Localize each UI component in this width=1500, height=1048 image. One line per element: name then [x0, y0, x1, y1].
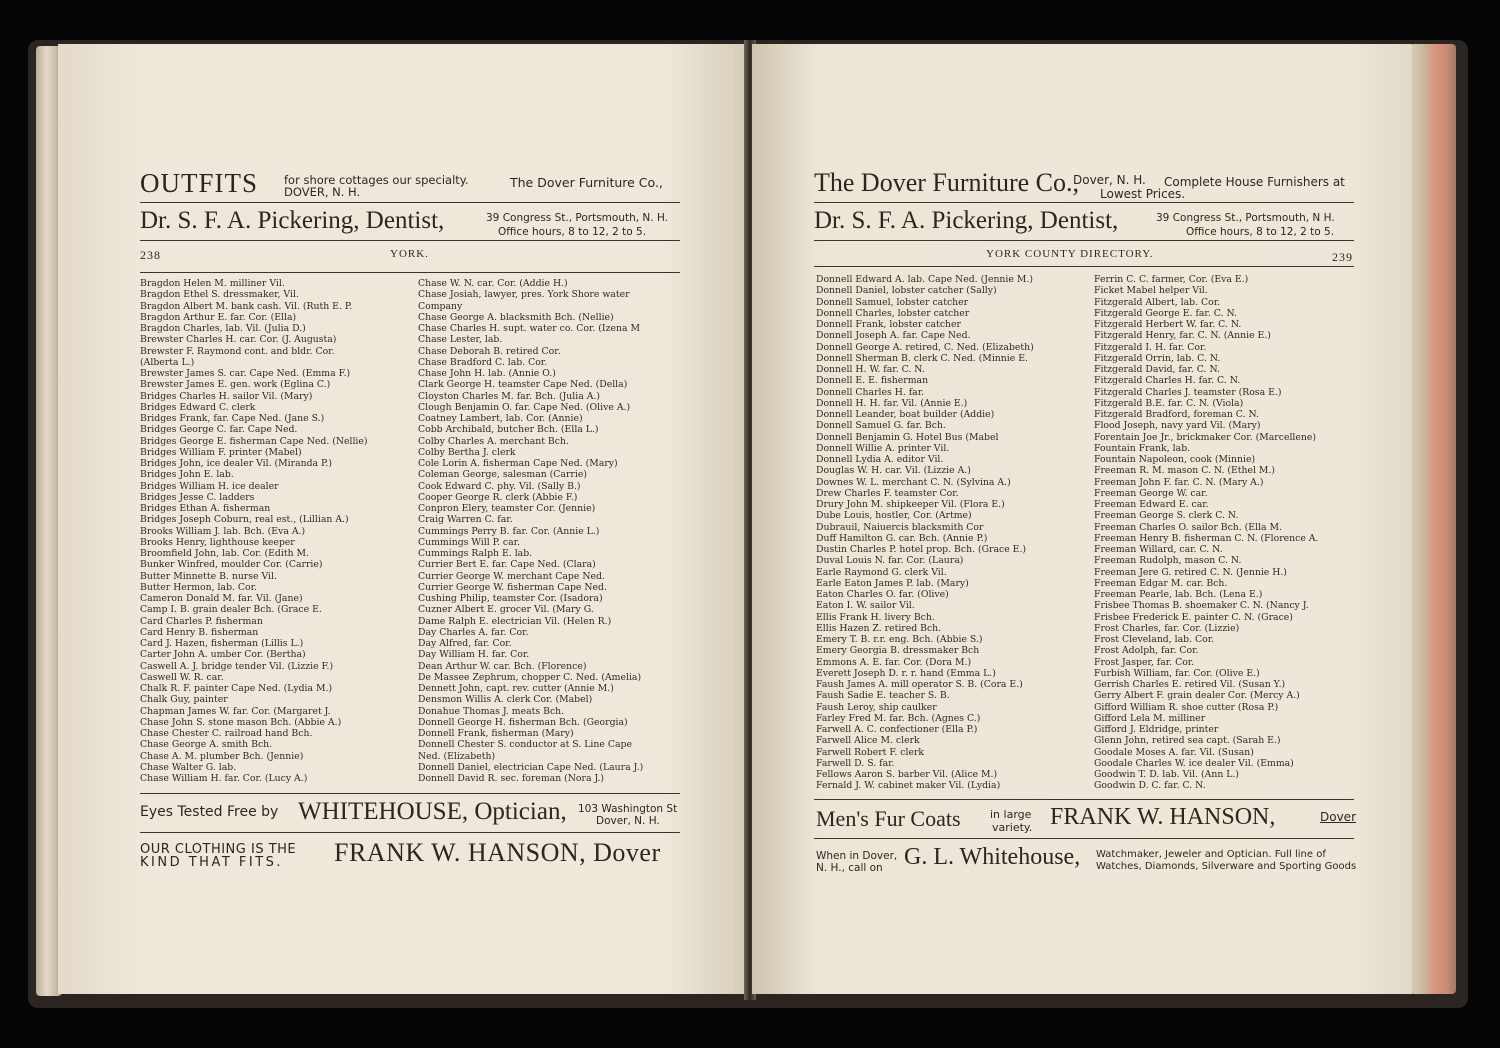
- directory-entry: Bragdon Albert M. bank cash. Vil. (Ruth E. P.: [140, 300, 353, 312]
- directory-entry: Coatney Lambert, lab. Cor. (Annie): [418, 413, 583, 424]
- directory-entry: Fountain Napoleon, cook (Minnie): [1094, 454, 1256, 465]
- directory-entry: Donahue Thomas J. meats Bch.: [418, 705, 565, 717]
- directory-entry: Donnell Daniel, lobster catcher (Sally): [816, 285, 997, 297]
- directory-entry: Broomfield John, lab. Cor. (Edith M.: [140, 548, 309, 559]
- directory-entry: Bunker Winfred, moulder Cor. (Carrie): [140, 559, 323, 571]
- directory-entry: Brewster F. Raymond cont. and bldr. Cor.: [140, 345, 335, 357]
- directory-entry: Chalk Guy, painter: [140, 694, 228, 706]
- directory-entry: Ellis Hazen Z. retired Bch.: [816, 622, 942, 634]
- right-page: [752, 44, 1412, 994]
- directory-entry: Ferrin C. C. farmer, Cor. (Eva E.): [1094, 274, 1249, 285]
- directory-entry: Dustin Charles P. hotel prop. Bch. (Grace E.): [816, 544, 1027, 555]
- directory-entry: Emery Georgia B. dressmaker Bch: [816, 645, 980, 657]
- directory-entry: Bragdon Arthur E. far. Cor. (Ella): [140, 311, 297, 323]
- directory-entry: Ned. (Elizabeth): [418, 750, 496, 762]
- directory-entry: Everett Joseph D. r. r. hand (Emma L.): [816, 667, 996, 679]
- directory-entry: Donnell Charles H. far.: [816, 386, 925, 398]
- directory-entry: Donnell Charles, lobster catcher: [816, 307, 970, 319]
- directory-entry: Company: [418, 300, 463, 312]
- directory-entry: Cooper George R. clerk (Abbie F.): [418, 491, 578, 503]
- directory-entry: Bridges Frank, far. Cape Ned. (Jane S.): [140, 413, 325, 424]
- rule-top-ad: [140, 202, 680, 203]
- directory-entry: Caswell W. R. car.: [140, 671, 224, 683]
- directory-entry: Farwell A. C. confectioner (Ella P.): [816, 724, 978, 735]
- directory-entry: Freeman Charles O. sailor Bch. (Ella M.: [1094, 521, 1283, 533]
- directory-entry: Gerry Albert F. grain dealer Cor. (Mercy A.): [1094, 690, 1300, 702]
- directory-entry: Freeman Jere G. retired C. N. (Jennie H.): [1094, 566, 1287, 578]
- directory-entry: Donnell Willie A. printer Vil.: [816, 442, 950, 454]
- directory-entry: Donnell Chester S. conductor at S. Line Cape: [418, 739, 632, 751]
- directory-entry: Dube Louis, hostler, Cor. (Artme): [816, 510, 972, 522]
- directory-entry: Densmon Willis A. clerk Cor. (Mabel): [418, 694, 593, 706]
- directory-entry: Fitzgerald Charles H. far. C. N.: [1094, 375, 1241, 387]
- directory-entry: Chase William H. far. Cor. (Lucy A.): [140, 773, 308, 784]
- jeweler-text-2: Watches, Diamonds, Silverware and Sporting Goods: [1096, 861, 1357, 872]
- outfits-specialty: for shore cottages our specialty.: [284, 173, 469, 187]
- directory-entry: Goodwin D. C. far. C. N.: [1094, 780, 1206, 792]
- directory-entry: Currier Bert E. far. Cape Ned. (Clara): [418, 559, 596, 571]
- directory-entry: Donnell Benjamin G. Hotel Bus (Mabel: [816, 431, 999, 443]
- directory-entry: Fitzgerald I. H. far. Cor.: [1094, 341, 1207, 353]
- directory-entry: Brooks William J. lab. Bch. (Eva A.): [140, 525, 306, 537]
- directory-entry: Farley Fred M. far. Bch. (Agnes C.): [816, 712, 981, 724]
- directory-entry: Chapman James W. far. Cor. (Margaret J.: [140, 705, 331, 717]
- directory-entry: Card Charles P. fisherman: [140, 615, 263, 627]
- directory-entry: Freeman Pearle, lab. Bch. (Lena E.): [1094, 589, 1263, 600]
- directory-entry: Donnell Lydia A. editor Vil.: [816, 454, 944, 465]
- directory-entry: Ellis Frank H. livery Bch.: [816, 611, 935, 623]
- directory-entry: Emmons A. E. far. Cor. (Dora M.): [816, 656, 972, 668]
- directory-entry: Donnell Edward A. lab. Cape Ned. (Jennie M.): [816, 274, 1033, 285]
- directory-entry: Drury John M. shipkeeper Vil. (Flora E.): [816, 499, 1005, 510]
- directory-entry: Day William H. far. Cor.: [418, 649, 530, 661]
- directory-entry: Donnell Samuel G. far. Bch.: [816, 420, 946, 432]
- directory-entry: Day Alfred, far. Cor.: [418, 638, 512, 649]
- directory-entry: Duff Hamilton G. car. Bch. (Annie P.): [816, 532, 988, 544]
- directory-entry: Frisbee Thomas B. shoemaker C. N. (Nancy J.: [1094, 600, 1309, 612]
- directory-entry: Eaton I. W. sailor Vil.: [816, 600, 915, 612]
- directory-entry: Donnell George H. fisherman Bch. (Georgia): [418, 716, 628, 728]
- directory-entry: Duval Louis N. far. Cor. (Laura): [816, 555, 964, 567]
- directory-entry: Freeman Henry B. fisherman C. N. (Florence A.: [1094, 532, 1319, 544]
- directory-entry: Cloyston Charles M. far. Bch. (Julia A.): [418, 390, 601, 402]
- directory-entry: Frost Jasper, far. Cor.: [1094, 656, 1195, 668]
- directory-entry: Frisbee Frederick E. painter C. N. (Grace): [1094, 611, 1293, 623]
- page-number: 238: [140, 248, 161, 262]
- directory-entry: Chase John H. lab. (Annie O.): [418, 368, 556, 379]
- directory-entry: Glenn John, retired sea capt. (Sarah E.): [1094, 735, 1281, 747]
- directory-entry: Donnell Frank, lobster catcher: [816, 319, 961, 330]
- directory-entry: Cobb Archibald, butcher Bch. (Ella L.): [418, 424, 599, 436]
- right-dentist-name: Dr. S. F. A. Pickering, Dentist,: [814, 207, 1119, 234]
- directory-entry: Frost Adolph, far. Cor.: [1094, 645, 1199, 657]
- right-directory-column-2: [1094, 274, 1356, 792]
- directory-entry: Bragdon Helen M. milliner Vil.: [140, 278, 285, 289]
- directory-entry: Chase Deborah B. retired Cor.: [418, 345, 561, 357]
- outfits-word: OUTFITS: [140, 168, 259, 198]
- directory-entry: Donnell Leander, boat builder (Addie): [816, 409, 995, 420]
- directory-entry: Camp I. B. grain dealer Bch. (Grace E.: [140, 604, 322, 616]
- directory-entry: Earle Raymond G. clerk Vil.: [816, 566, 947, 578]
- directory-entry: Fitzgerald Orrin, lab. C. N.: [1094, 352, 1221, 364]
- optician-address-1: 103 Washington St: [578, 803, 678, 815]
- directory-entry: Chase Josiah, lawyer, pres. York Shore water: [418, 289, 630, 301]
- directory-entry: Freeman George W. car.: [1094, 487, 1208, 499]
- directory-entry: Dennett John, capt. rev. cutter (Annie M.): [418, 683, 614, 694]
- rule-right-dentist: [814, 240, 1354, 241]
- directory-entry: Chase Charles H. supt. water co. Cor. (Izena M: [418, 323, 640, 334]
- directory-entry: Donnell Frank, fisherman (Mary): [418, 728, 574, 739]
- directory-entry: Freeman Edward E. car.: [1094, 499, 1209, 510]
- directory-entry: Frost Charles, far. Cor. (Lizzie): [1094, 622, 1240, 634]
- furniture-text-1: Complete House Furnishers at: [1164, 175, 1345, 189]
- directory-entry: Craig Warren C. far.: [418, 514, 513, 526]
- rule-header: [140, 272, 680, 273]
- directory-entry: Donnell David R. sec. foreman (Nora J.): [418, 773, 605, 784]
- directory-entry: Fitzgerald David, far. C. N.: [1094, 364, 1220, 375]
- right-directory-column-1: [816, 274, 1092, 792]
- directory-entry: Bridges Charles H. sailor Vil. (Mary): [140, 390, 313, 402]
- directory-entry: Bridges Edward C. clerk: [140, 401, 256, 413]
- outfits-city: DOVER, N. H.: [284, 185, 361, 199]
- clothing-line-1: OUR CLOTHING IS THE: [140, 842, 297, 857]
- optician-intro: Eyes Tested Free by: [140, 804, 279, 820]
- directory-entry: Donnell E. E. fisherman: [816, 375, 929, 387]
- coats-hanson: FRANK W. HANSON,: [1050, 804, 1276, 830]
- directory-entry: Eaton Charles O. far. (Olive): [816, 589, 949, 600]
- directory-entry: Frost Cleveland, lab. Cor.: [1094, 634, 1215, 645]
- furniture-name: The Dover Furniture Co.,: [814, 168, 1080, 197]
- directory-entry: Brewster Charles H. car. Cor. (J. Augusta): [140, 334, 337, 346]
- rule-coats-top: [814, 799, 1354, 800]
- directory-entry: Cummings Will P. car.: [418, 536, 521, 548]
- directory-entry: Chase A. M. plumber Bch. (Jennie): [140, 750, 304, 762]
- directory-entry: Cummings Ralph E. lab.: [418, 548, 533, 559]
- directory-entry: Fitzgerald Herbert W. far. C. N.: [1094, 319, 1242, 330]
- rule-optician-bottom: [140, 832, 680, 833]
- directory-entry: Cole Lorin A. fisherman Cape Ned. (Mary): [418, 458, 618, 469]
- directory-entry: Faush Sadie E. teacher S. B.: [816, 690, 950, 702]
- directory-entry: Furbish William, far. Cor. (Olive E.): [1094, 667, 1260, 679]
- directory-entry: De Massee Zephrum, chopper C. Ned. (Amelia): [418, 671, 642, 683]
- running-head: YORK.: [390, 248, 429, 260]
- directory-entry: Donnell Joseph A. far. Cape Ned.: [816, 330, 971, 342]
- directory-entry: Bragdon Ethel S. dressmaker, Vil.: [140, 289, 299, 301]
- directory-entry: Donnell George A. retired, C. Ned. (Elizabeth): [816, 341, 1034, 353]
- rule-optician-top: [140, 793, 680, 794]
- furniture-text-2: Lowest Prices.: [1100, 187, 1186, 201]
- directory-entry: Bridges Jesse C. ladders: [140, 491, 255, 503]
- directory-entry: Card J. Hazen, fisherman (Lillis L.): [140, 638, 304, 649]
- directory-entry: Brooks Henry, lighthouse keeper: [140, 536, 295, 548]
- directory-entry: Dame Ralph E. electrician Vil. (Helen R.): [418, 615, 612, 627]
- furniture-city: Dover, N. H.: [1073, 173, 1146, 187]
- directory-entry: Gifford J. Eldridge, printer: [1094, 724, 1219, 735]
- optician-name: WHITEHOUSE, Optician,: [298, 798, 567, 825]
- directory-entry: Fitzgerald Henry, far. C. N. (Annie E.): [1094, 330, 1271, 342]
- directory-entry: Cameron Donald M. far. Vil. (Jane): [140, 593, 303, 604]
- directory-entry: Dean Arthur W. car. Bch. (Florence): [418, 660, 587, 672]
- directory-entry: Farwell Alice M. clerk: [816, 735, 920, 747]
- directory-entry: Bridges William H. ice dealer: [140, 480, 279, 492]
- directory-entry: Chase Chester C. railroad hand Bch.: [140, 728, 313, 739]
- directory-entry: Bridges William F. printer (Mabel): [140, 446, 302, 458]
- rule-right-header: [814, 266, 1354, 267]
- clothing-hanson: FRANK W. HANSON, Dover: [334, 838, 661, 867]
- optician-address-2: Dover, N. H.: [596, 815, 660, 827]
- directory-entry: Donnell Samuel, lobster catcher: [816, 296, 969, 308]
- coats-city: Dover: [1320, 810, 1356, 824]
- directory-entry: Earle Eaton James P. lab. (Mary): [816, 577, 969, 589]
- directory-entry: Bridges John, ice dealer Vil. (Miranda P.): [140, 458, 333, 469]
- directory-column-2: [418, 278, 686, 784]
- jeweler-text-1: Watchmaker, Jeweler and Optician. Full line of: [1096, 849, 1326, 860]
- directory-entry: Bridges George E. fisherman Cape Ned. (Nellie): [140, 435, 368, 447]
- directory-entry: Freeman John F. far. C. N. (Mary A.): [1094, 476, 1264, 488]
- directory-entry: Flood Joseph, navy yard Vil. (Mary): [1094, 420, 1261, 432]
- directory-entry: Cook Edward C. phy. Vil. (Sally B.): [418, 480, 581, 492]
- directory-entry: Freeman George S. clerk C. N.: [1094, 510, 1239, 522]
- coats-title: Men's Fur Coats: [816, 806, 961, 831]
- directory-entry: Chase W. N. car. Cor. (Addie H.): [418, 278, 568, 289]
- directory-entry: Bragdon Charles, lab. Vil. (Julia D.): [140, 323, 306, 334]
- directory-entry: Donnell Daniel, electrician Cape Ned. (Laura J.): [418, 761, 644, 773]
- directory-entry: Bridges George C. far. Cape Ned.: [140, 424, 298, 436]
- directory-entry: Butter Minnette B. nurse Vil.: [140, 570, 277, 582]
- directory-entry: Goodale Charles W. ice dealer Vil. (Emma): [1094, 757, 1294, 769]
- directory-entry: Butter Hermon, lab. Cor.: [140, 581, 258, 593]
- directory-entry: Cushing Philip, teamster Cor. (Isadora): [418, 593, 603, 604]
- directory-entry: Colby Bertha J. clerk: [418, 446, 516, 458]
- directory-entry: Clark George H. teamster Cape Ned. (Della): [418, 379, 628, 391]
- directory-entry: Faush Leroy, ship caulker: [816, 701, 937, 713]
- directory-entry: Faush James A. mill operator S. B. (Cora E.): [816, 679, 1023, 690]
- outfits-company: The Dover Furniture Co.,: [510, 175, 663, 190]
- right-dentist-address: 39 Congress St., Portsmouth, N H.: [1156, 212, 1335, 224]
- left-page: [58, 44, 748, 994]
- jeweler-pre-2: N. H., call on: [816, 862, 883, 874]
- directory-entry: Coleman George, salesman (Carrie): [418, 469, 587, 481]
- directory-entry: Fitzgerald Charles J. teamster (Rosa E.): [1094, 386, 1282, 398]
- directory-entry: Card Henry B. fisherman: [140, 626, 259, 638]
- directory-entry: Chalk R. F. painter Cape Ned. (Lydia M.): [140, 683, 333, 694]
- directory-entry: Carter John A. umber Cor. (Bertha): [140, 649, 306, 661]
- directory-entry: Clough Benjamin O. far. Cape Ned. (Olive A.): [418, 401, 631, 413]
- rule-coats-bottom: [814, 838, 1354, 839]
- directory-entry: Fitzgerald B.E. far. C. N. (Viola): [1094, 397, 1244, 409]
- directory-entry: Chase Walter G. lab.: [140, 761, 237, 773]
- coats-large: in large: [990, 808, 1032, 821]
- rule-right-top-ad: [814, 202, 1354, 203]
- directory-entry: Colby Charles A. merchant Bch.: [418, 435, 569, 447]
- directory-entry: Dubrauil, Naiuercis blacksmith Cor: [816, 521, 984, 533]
- directory-column-1: [140, 278, 408, 784]
- directory-entry: Fernald J. W. cabinet maker Vil. (Lydia): [816, 780, 1001, 792]
- directory-entry: Brewster James E. gen. work (Eglina C.): [140, 379, 331, 391]
- directory-entry: Forentain Joe Jr., brickmaker Cor. (Marcellene): [1094, 431, 1317, 443]
- directory-entry: Gerrish Charles E. retired Vil. (Susan Y.): [1094, 679, 1286, 690]
- directory-entry: Donnell Sherman B. clerk C. Ned. (Minnie E.: [816, 352, 1028, 364]
- right-page-edges: [1410, 44, 1456, 994]
- right-dentist-hours: Office hours, 8 to 12, 2 to 5.: [1186, 226, 1335, 238]
- dentist-address: 39 Congress St., Portsmouth, N. H.: [486, 212, 669, 224]
- directory-entry: Freeman R. M. mason C. N. (Ethel M.): [1094, 465, 1276, 477]
- directory-entry: Drew Charles F. teamster Cor.: [816, 487, 959, 499]
- directory-entry: Fitzgerald George E. far. C. N.: [1094, 307, 1237, 319]
- directory-entry: Chase George A. smith Bch.: [140, 739, 273, 751]
- directory-entry: (Alberta L.): [140, 356, 195, 368]
- right-page-number: 239: [1332, 250, 1353, 264]
- jeweler-pre-1: When in Dover,: [816, 850, 898, 862]
- directory-entry: Conpron Elery, teamster Cor. (Jennie): [418, 503, 596, 514]
- directory-entry: Gifford William R. shoe cutter (Rosa P.): [1094, 701, 1279, 713]
- directory-entry: Gifford Lela M. milliner: [1094, 712, 1206, 724]
- right-running-head: YORK COUNTY DIRECTORY.: [986, 248, 1154, 260]
- directory-entry: Caswell A. J. bridge tender Vil. (Lizzie F.): [140, 660, 334, 672]
- clothing-line-2: KIND THAT FITS.: [140, 855, 284, 870]
- directory-entry: Chase George A. blacksmith Bch. (Nellie): [418, 311, 614, 323]
- directory-entry: Fountain Frank, lab.: [1094, 442, 1191, 454]
- jeweler-name: G. L. Whitehouse,: [904, 844, 1081, 870]
- directory-entry: Cummings Perry B. far. Cor. (Annie L.): [418, 525, 600, 537]
- directory-entry: Bridges Joseph Coburn, real est., (Lillian A.): [140, 514, 349, 526]
- directory-entry: Downes W. L. merchant C. N. (Sylvina A.): [816, 476, 1011, 488]
- directory-entry: Bridges Ethan A. fisherman: [140, 503, 271, 514]
- directory-entry: Donnell H. W. far. C. N.: [816, 364, 925, 375]
- directory-entry: Farwell Robert F. clerk: [816, 746, 925, 758]
- directory-entry: Fellows Aaron S. barber Vil. (Alice M.): [816, 769, 998, 780]
- directory-entry: Goodwin T. D. lab. Vil. (Ann L.): [1094, 769, 1240, 780]
- directory-entry: Freeman Rudolph, mason C. N.: [1094, 555, 1242, 567]
- directory-entry: Douglas W. H. car. Vil. (Lizzie A.): [816, 465, 971, 477]
- directory-entry: Currier George W. fisherman Cape Ned.: [418, 581, 607, 593]
- directory-entry: Currier George W. merchant Cape Ned.: [418, 570, 605, 582]
- directory-entry: Donnell H. H. far. Vil. (Annie E.): [816, 397, 968, 409]
- directory-entry: Fitzgerald Albert, lab. Cor.: [1094, 296, 1221, 308]
- coats-variety: variety.: [992, 821, 1033, 834]
- directory-entry: Chase Lester, lab.: [418, 334, 503, 346]
- directory-entry: Emery T. B. r.r. eng. Bch. (Abbie S.): [816, 634, 983, 645]
- directory-entry: Chase Bradford C. lab. Cor.: [418, 356, 548, 368]
- directory-entry: Ficket Mabel helper Vil.: [1094, 285, 1208, 297]
- dentist-hours: Office hours, 8 to 12, 2 to 5.: [498, 226, 647, 238]
- directory-entry: Freeman Willard, car. C. N.: [1094, 544, 1223, 555]
- dentist-name: Dr. S. F. A. Pickering, Dentist,: [140, 207, 445, 234]
- rule-dentist: [140, 240, 680, 241]
- directory-entry: Freeman Edgar M. car. Bch.: [1094, 577, 1228, 589]
- directory-entry: Day Charles A. far. Cor.: [418, 626, 529, 638]
- directory-entry: Cuzner Albert E. grocer Vil. (Mary G.: [418, 604, 594, 616]
- directory-entry: Goodale Moses A. far. Vil. (Susan): [1094, 746, 1254, 758]
- directory-entry: Fitzgerald Bradford, foreman C. N.: [1094, 409, 1259, 420]
- directory-entry: Chase John S. stone mason Bch. (Abbie A.): [140, 716, 342, 728]
- directory-entry: Brewster James S. car. Cape Ned. (Emma F.): [140, 368, 351, 379]
- directory-entry: Bridges John E. lab.: [140, 469, 234, 481]
- directory-entry: Farwell D. S. far.: [816, 757, 895, 769]
